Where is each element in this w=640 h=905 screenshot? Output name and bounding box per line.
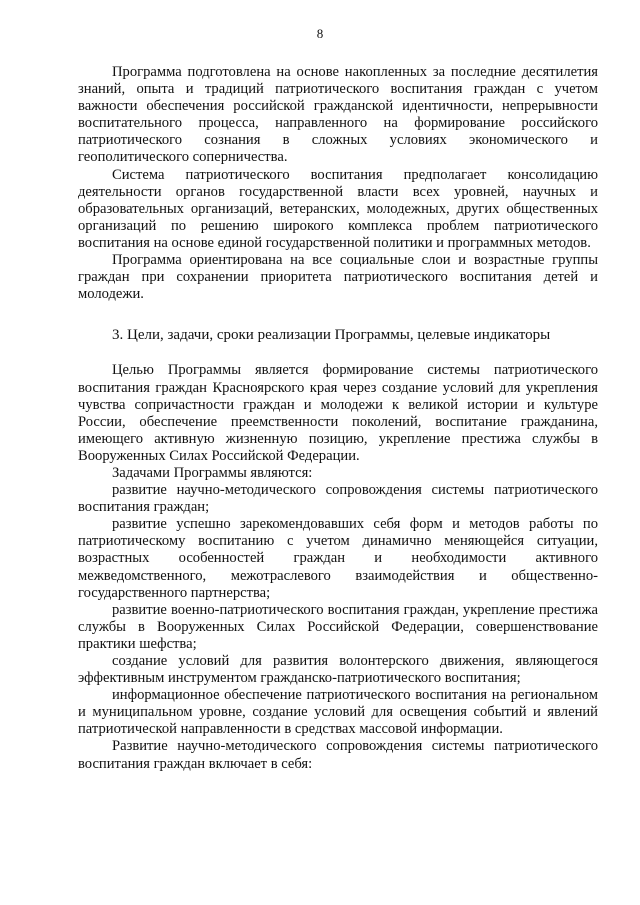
document-body (78, 64, 598, 773)
paragraph-education-system: Система патриотического воспитания предполагает консолидацию деятельности органов государственной власти всех уровней, научных и образовательных организаций, ветеранских, молодежных, других общественных организаций по решению широкого комплекса проблем патриотического воспитания на основе единой государственной политики и программных методов. (78, 166, 598, 251)
paragraph-target-groups: Программа ориентирована на все социальные слои и возрастные группы граждан при сохранении приоритета патриотического воспитания детей и молодежи. (78, 252, 598, 303)
paragraph-scientific-support-includes: Развитие научно-методического сопровождения системы патриотического воспитания граждан включает в себя: (78, 738, 598, 772)
page-number: 8 (316, 26, 324, 41)
paragraph-tasks-intro: Задачами Программы являются: (112, 464, 313, 481)
task-item-scientific-support: развитие научно-методического сопровождения системы патриотического воспитания граждан; (78, 482, 598, 516)
task-item-volunteer: создание условий для развития волонтерского движения, являющегося эффективным инструментом гражданско-патриотического воспитания; (78, 653, 598, 687)
paragraph-program-basis: Программа подготовлена на основе накопленных за последние десятилетия знаний, опыта и традиций патриотического воспитания граждан с учетом важности обеспечения российской гражданской идентичности, непрерывности воспитательного процесса, направленного на формирование российского патриотического сознания в сложных условиях экономического и геополитического соперничества. (78, 64, 598, 166)
section-heading: 3. Цели, задачи, сроки реализации Программы, целевые индикаторы (112, 327, 551, 344)
task-item-forms-methods: развитие успешно зарекомендовавших себя форм и методов работы по патриотическому воспитанию с учетом динамично меняющейся ситуации, возрастных особенностей граждан и необходимости активного межведомственного, межотраслевого взаимодействия и общественно-государственного партнерства; (78, 516, 598, 601)
task-item-military-patriotic: развитие военно-патриотического воспитания граждан, укрепление престижа службы в Вооруженных Силах Российской Федерации, совершенствование практики шефства; (78, 601, 598, 652)
paragraph-program-goal: Целью Программы является формирование системы патриотического воспитания граждан Красноярского края через создание условий для укрепления чувства сопричастности граждан и молодежи к великой истории и культуре России, обеспечение преемственности поколений, воспитание гражданина, имеющего активную жизненную позицию, укрепление престижа службы в Вооруженных Силах Российской Федерации. (78, 362, 598, 464)
task-item-information: информационное обеспечение патриотического воспитания на региональном и муниципальном уровне, создание условий для освещения событий и явлений патриотической направленности в средствах массовой информации. (78, 687, 598, 738)
